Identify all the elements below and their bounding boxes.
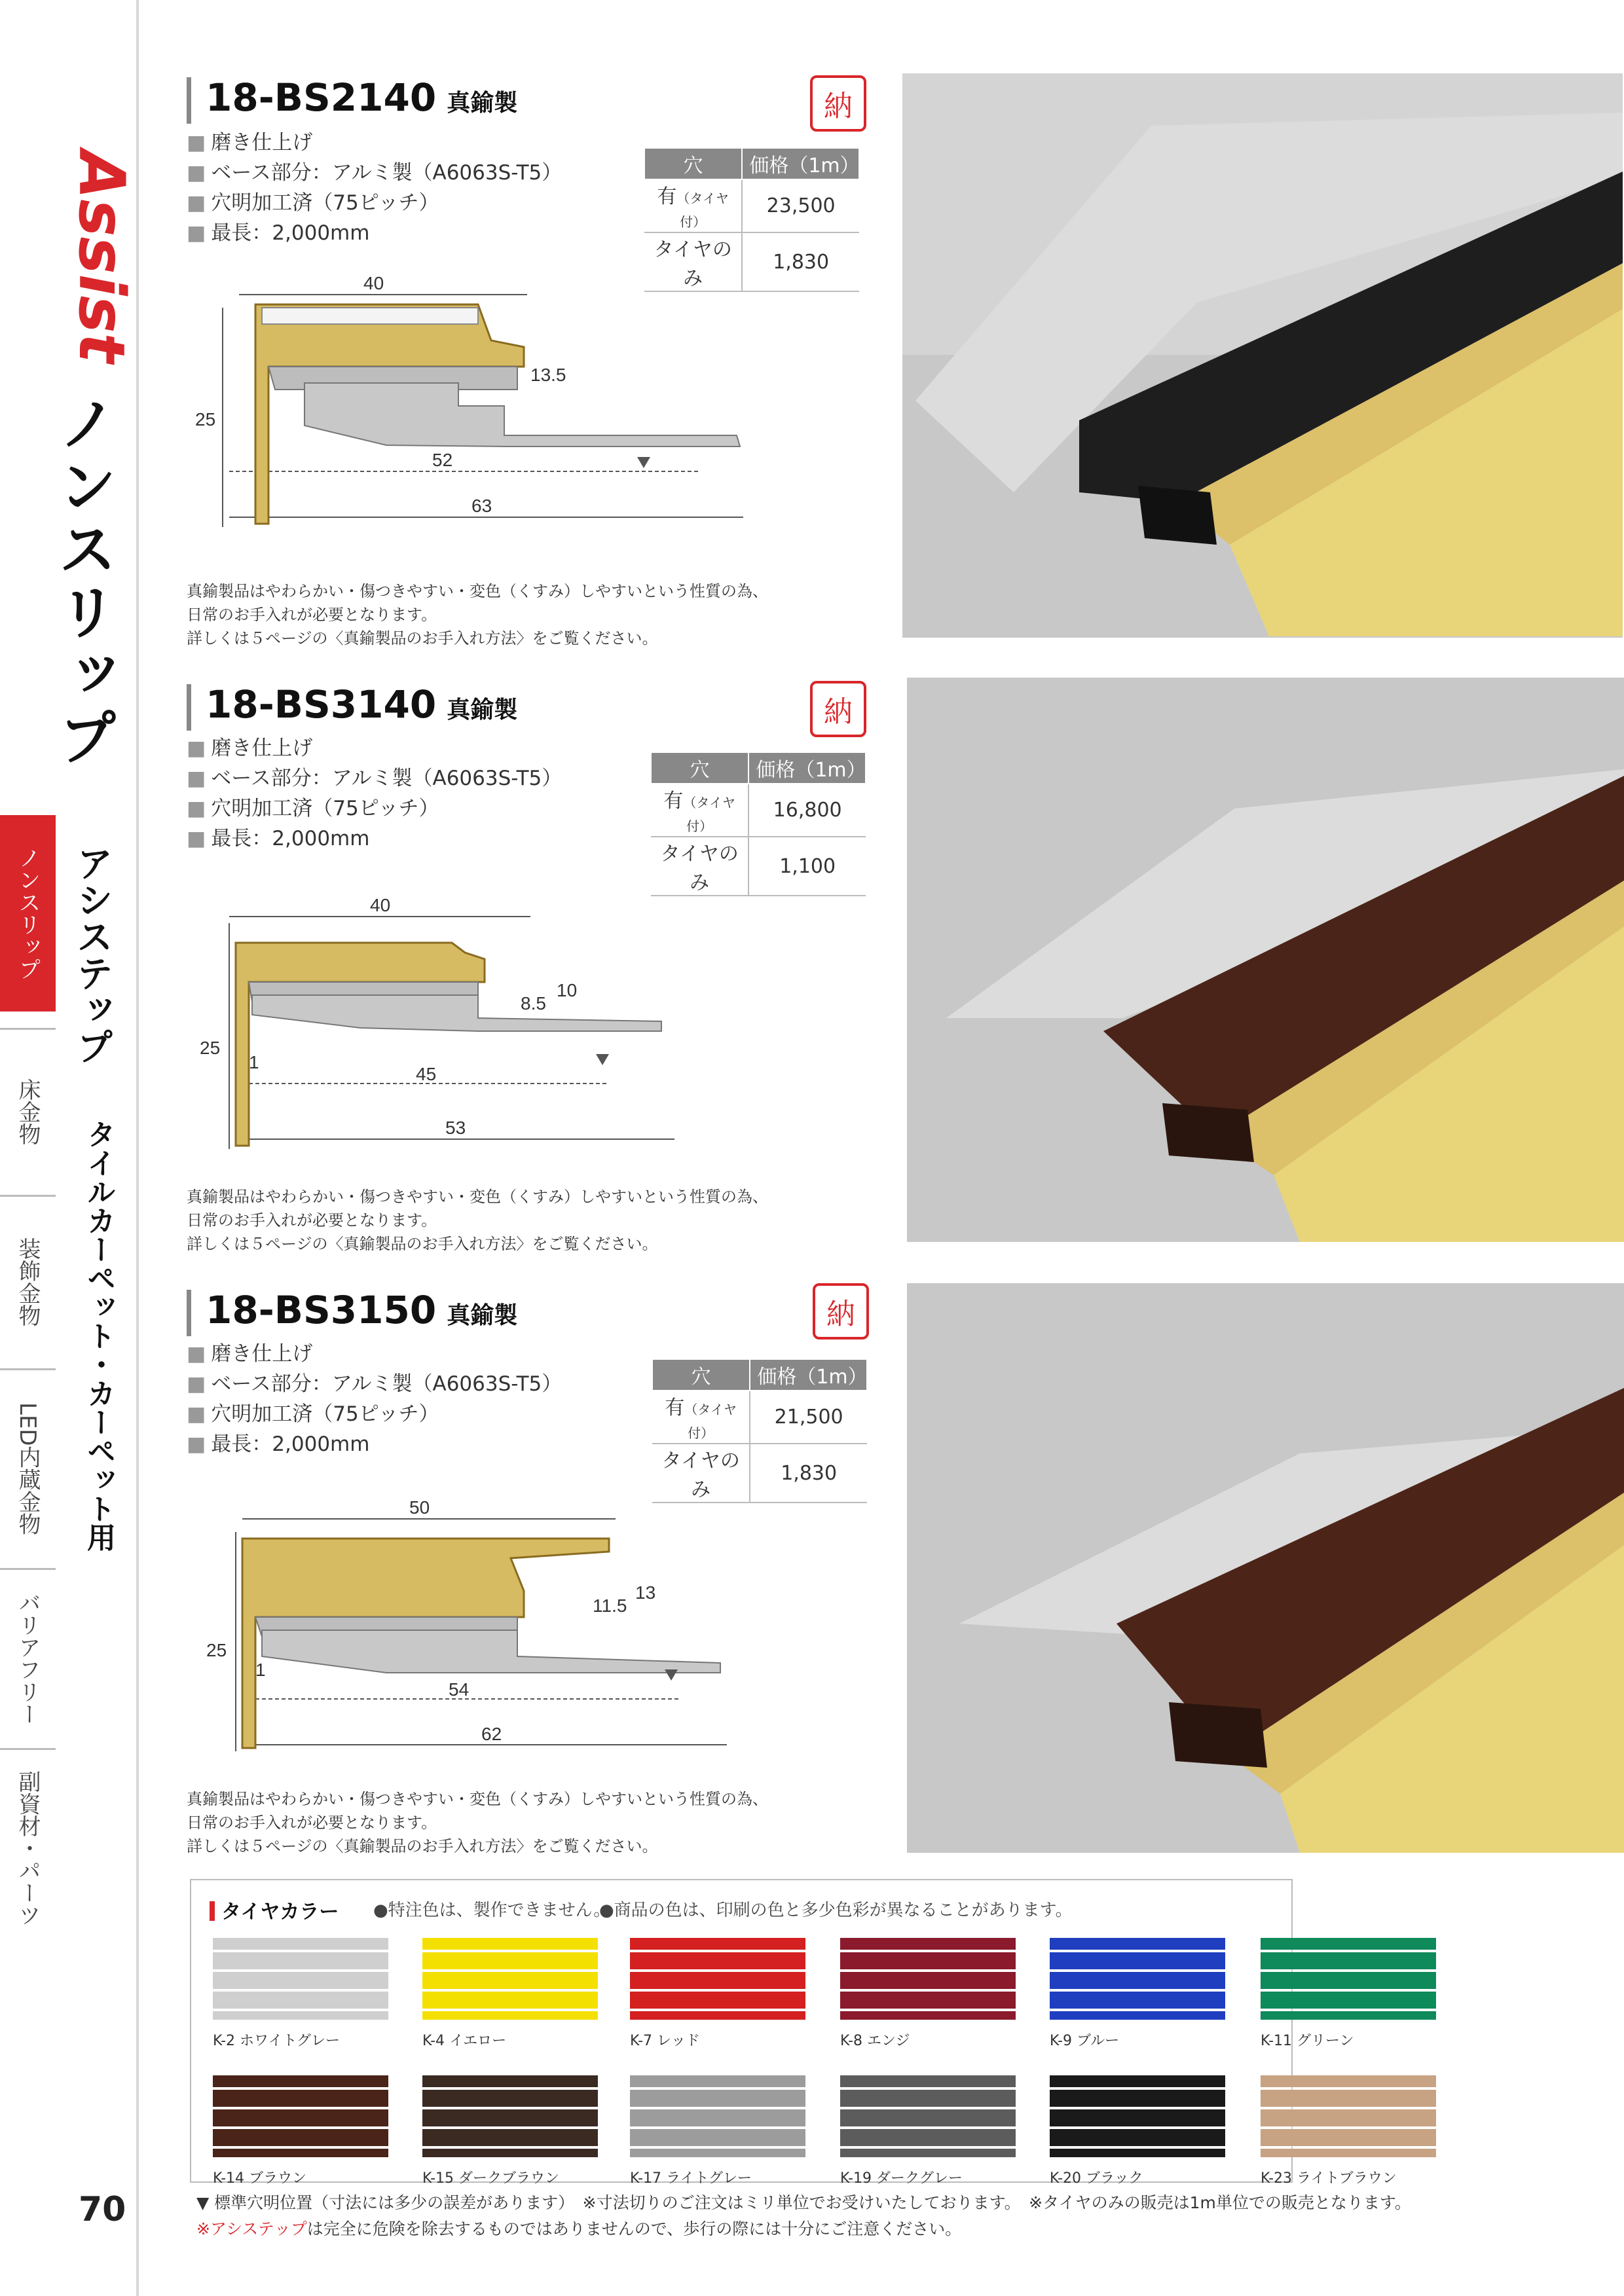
- color-swatch-label: K-9 ブルー: [1050, 2033, 1120, 2049]
- product-photo: [907, 678, 1624, 1242]
- tire-color-title: タイヤカラー: [210, 1895, 339, 1924]
- color-swatch-label: K-17 ライトグレー: [630, 2170, 752, 2187]
- color-swatch: [422, 2075, 598, 2157]
- product-title: 18-BS3140 真鍮製: [187, 684, 517, 731]
- spec-list: ■ 磨き仕上げ ■ ベース部分：アルミ製（A6063S-T5） ■ 穴明加工済（75ピッチ） ■ 最長：2,000mm: [187, 128, 562, 248]
- color-swatch: [840, 2075, 1016, 2157]
- color-swatch: [213, 2075, 388, 2157]
- color-swatch: [1050, 2075, 1225, 2157]
- color-swatch-label: K-4 イエロー: [422, 2033, 507, 2049]
- svg-text:25: 25: [200, 1038, 221, 1058]
- sidebar: [0, 0, 141, 2296]
- order-badge: 納: [810, 75, 866, 132]
- svg-text:25: 25: [195, 409, 216, 429]
- profile-diagram: [190, 1499, 766, 1761]
- svg-text:40: 40: [370, 895, 391, 915]
- color-swatch: [422, 1938, 598, 2020]
- nav-item-nonslip[interactable]: ノンスリップ: [0, 815, 56, 1011]
- color-swatch-label: K-2 ホワイトグレー: [213, 2033, 340, 2049]
- series-subtitle: タイルカーペット・カーペット用: [82, 1120, 115, 1552]
- assist-logo: [20, 151, 138, 367]
- svg-text:50: 50: [409, 1497, 430, 1518]
- color-swatch: [630, 1938, 805, 2020]
- profile-diagram: [190, 897, 766, 1159]
- care-note: 真鍮製品はやわらかい・傷つきやすい・変色（くすみ）しやすいという性質の為、 日常のお手入れが必要となります。 詳しくは５ページの〈真鍮製品のお手入れ方法〉をご覧ください。: [187, 582, 768, 647]
- svg-text:62: 62: [481, 1724, 502, 1744]
- tire-color-note: ●商品の色は、印刷の色と多少色彩が異なることがあります。: [599, 1901, 1073, 1920]
- svg-text:53: 53: [445, 1118, 466, 1138]
- svg-text:13: 13: [635, 1582, 656, 1603]
- color-swatch-label: K-8 エンジ: [840, 2033, 910, 2049]
- color-swatch: [840, 1938, 1016, 2020]
- svg-text:1: 1: [255, 1660, 266, 1680]
- color-swatch-label: K-14 ブラウン: [213, 2170, 307, 2187]
- color-swatch-label: K-19 ダークグレー: [840, 2170, 963, 2187]
- svg-text:54: 54: [449, 1679, 470, 1700]
- color-swatch: [1261, 1938, 1436, 2020]
- color-swatch: [630, 2075, 805, 2157]
- svg-text:63: 63: [471, 496, 492, 516]
- price-table: 穴 価格（1m） 有（タイヤ付） 16,800 タイヤのみ 1,100: [650, 752, 866, 896]
- svg-text:1: 1: [249, 1052, 259, 1072]
- tire-color-note: ●特注色は、製作できません。: [373, 1901, 611, 1920]
- svg-text:13.5: 13.5: [530, 365, 566, 385]
- series-title: アシステップ: [71, 845, 113, 1065]
- nav-item-led[interactable]: LED内蔵金物: [0, 1368, 56, 1567]
- svg-text:45: 45: [416, 1064, 437, 1084]
- product-title: 18-BS3150 真鍮製: [187, 1290, 517, 1336]
- svg-text:Assist: Assist: [65, 151, 138, 363]
- color-swatch-label: K-20 ブラック: [1050, 2170, 1143, 2187]
- svg-text:25: 25: [206, 1640, 227, 1660]
- svg-text:10: 10: [557, 980, 578, 1000]
- color-swatch-label: K-23 ライトブラウン: [1261, 2170, 1397, 2187]
- care-note: 真鍮製品はやわらかい・傷つきやすい・変色（くすみ）しやすいという性質の為、 日常のお手入れが必要となります。 詳しくは５ページの〈真鍮製品のお手入れ方法〉をご覧ください。: [187, 1188, 768, 1253]
- color-swatch: [1261, 2075, 1436, 2157]
- price-table: 穴 価格（1m） 有（タイヤ付） 23,500 タイヤのみ 1,830: [644, 147, 860, 292]
- color-swatch-label: K-15 ダークブラウン: [422, 2170, 560, 2187]
- svg-text:52: 52: [432, 450, 453, 470]
- nav-item-parts[interactable]: 副資材・パーツ: [0, 1748, 56, 1946]
- footnote-2: ※アシステップは完全に危険を除去するものではありませんので、歩行の際には十分にご注意ください。: [196, 2219, 962, 2238]
- svg-text:8.5: 8.5: [521, 993, 546, 1013]
- order-badge: 納: [810, 681, 866, 737]
- svg-text:40: 40: [363, 273, 384, 293]
- category-title: ノンスリップ: [48, 393, 117, 770]
- nav-item-barrierfree[interactable]: バリアフリー: [0, 1568, 56, 1747]
- spec-list: ■ 磨き仕上げ ■ ベース部分：アルミ製（A6063S-T5） ■ 穴明加工済（75ピッチ） ■ 最長：2,000mm: [187, 733, 562, 854]
- color-swatch-label: K-11 グリーン: [1261, 2033, 1354, 2049]
- product-photo: [902, 73, 1623, 638]
- nav-item-floor[interactable]: 床金物: [0, 1028, 56, 1194]
- color-swatch: [1050, 1938, 1225, 2020]
- nav-item-decor[interactable]: 装飾金物: [0, 1195, 56, 1367]
- footnote-1: ▼ 標準穴明位置（寸法には多少の誤差があります） ※寸法切りのご注文はミリ単位でお受けいたしております。 ※タイヤのみの販売は1m単位での販売となります。: [196, 2193, 1411, 2212]
- profile-diagram: [190, 275, 766, 537]
- color-swatch: [213, 1938, 388, 2020]
- product-photo: [907, 1283, 1624, 1853]
- price-table: 穴 価格（1m） 有（タイヤ付） 21,500 タイヤのみ 1,830: [652, 1358, 868, 1503]
- color-swatch-label: K-7 レッド: [630, 2033, 700, 2049]
- svg-text:11.5: 11.5: [593, 1595, 627, 1616]
- spec-list: ■ 磨き仕上げ ■ ベース部分：アルミ製（A6063S-T5） ■ 穴明加工済（75ピッチ） ■ 最長：2,000mm: [187, 1339, 562, 1459]
- product-title: 18-BS2140 真鍮製: [187, 77, 517, 124]
- care-note: 真鍮製品はやわらかい・傷つきやすい・変色（くすみ）しやすいという性質の為、 日常のお手入れが必要となります。 詳しくは５ページの〈真鍮製品のお手入れ方法〉をご覧ください。: [187, 1790, 768, 1855]
- page-number: 70: [79, 2190, 126, 2229]
- order-badge: 納: [813, 1283, 869, 1339]
